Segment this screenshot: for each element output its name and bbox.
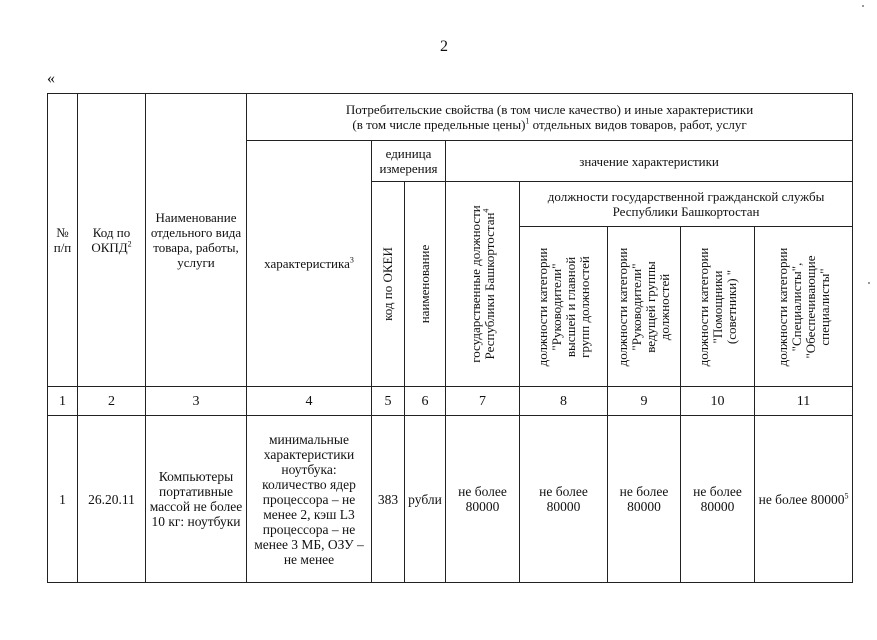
scan-speck	[868, 282, 870, 284]
column-number: 11	[755, 387, 853, 416]
row-name: Компьютеры портативные массой не более 10 кг: ноутбуки	[146, 416, 247, 583]
header-cat-specialists: должности категории "Специалисты", "Обеспечивающие специалисты"	[755, 227, 853, 387]
header-cat-leaders-lead: должности категории "Руководители" ведущей группы должностей	[608, 227, 681, 387]
column-number: 5	[372, 387, 405, 416]
header-value: значение характеристики	[446, 141, 853, 182]
column-number: 7	[446, 387, 520, 416]
page-number: 2	[440, 38, 448, 55]
row-okei: 383	[372, 416, 405, 583]
column-number: 6	[405, 387, 446, 416]
header-cat-leaders-high: должности категории "Руководители" высшей и главной групп должностей	[520, 227, 608, 387]
table-row	[48, 416, 853, 583]
header-okpd: Код по ОКПД$^2$	[78, 94, 146, 387]
header-civil-service: должности государственной гражданской службы Республики Башкортостан	[520, 182, 853, 227]
column-number: 2	[78, 387, 146, 416]
header-okei-code: код по ОКЕИ	[372, 182, 405, 387]
column-number: 1	[48, 387, 78, 416]
column-number: 8	[520, 387, 608, 416]
column-number: 4	[247, 387, 372, 416]
row-value-cat2: не более 80000	[608, 416, 681, 583]
header-cat-assistants: должности категории "Помощники (советники) "	[681, 227, 755, 387]
row-value-gov: не более 80000	[446, 416, 520, 583]
column-number: 10	[681, 387, 755, 416]
row-unit: рубли	[405, 416, 446, 583]
column-number: 3	[146, 387, 247, 416]
row-value-cat4: не более 80000$^5$	[755, 416, 853, 583]
header-gov-positions: государственные должности Республики Башкортостан$^4$	[446, 182, 520, 387]
header-unit-name: наименование	[405, 182, 446, 387]
header-properties: Потребительские свойства (в том числе качество) и иные характеристики (в том числе предельные цены)$^1$ отдельных видов товаров, работ, услуг	[247, 94, 853, 141]
scan-speck	[862, 5, 864, 7]
characteristics-table	[47, 93, 853, 583]
opening-quote: «	[47, 70, 55, 87]
header-num: № п/п	[48, 94, 78, 387]
row-num: 1	[48, 416, 78, 583]
row-characteristic: минимальные характеристики ноутбука: количество ядер процессора – не менее 2, кэш L3 процессора – не менее 3 МБ, ОЗУ – не менее	[247, 416, 372, 583]
header-unit: единица измерения	[372, 141, 446, 182]
row-okpd: 26.20.11	[78, 416, 146, 583]
row-value-cat1: не более 80000	[520, 416, 608, 583]
header-characteristic: характеристика$^3$	[247, 141, 372, 387]
row-value-cat3: не более 80000	[681, 416, 755, 583]
header-name: Наименование отдельного вида товара, работы, услуги	[146, 94, 247, 387]
column-number: 9	[608, 387, 681, 416]
